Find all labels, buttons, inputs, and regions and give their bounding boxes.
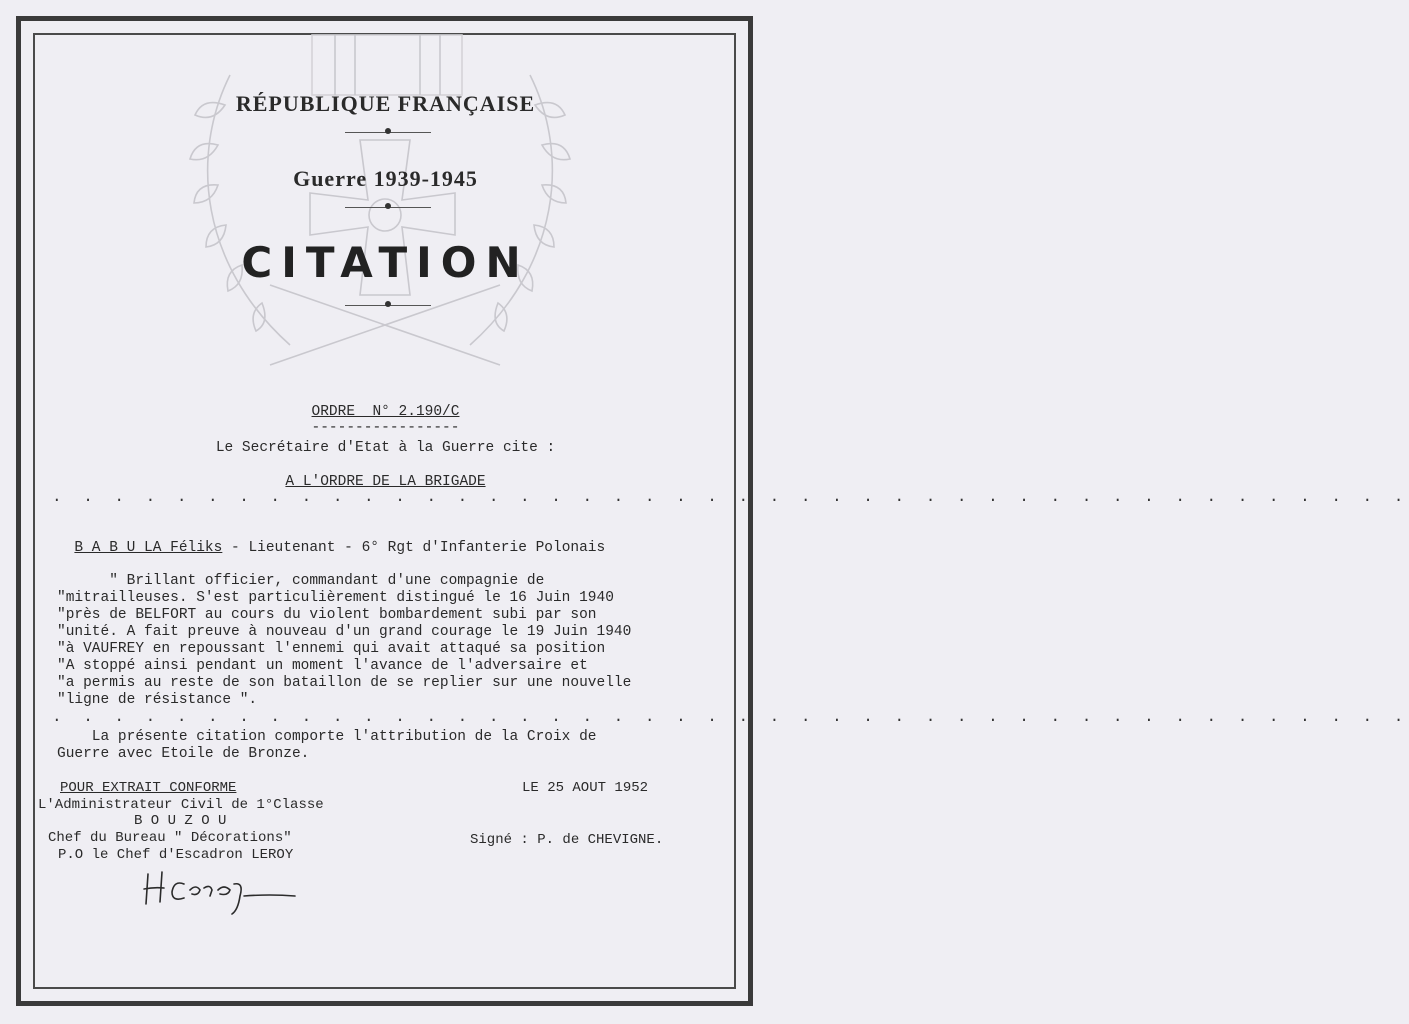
heading-dot-3 — [385, 301, 391, 307]
recipient-line — [57, 524, 605, 556]
citation-line: "a permis au reste de son bataillon de se replier sur une nouvelle — [57, 675, 632, 691]
citation-line: " Brillant officier, commandant d'une compagnie de — [57, 573, 545, 589]
heading-dot-2 — [385, 203, 391, 209]
po-line: P.O le Chef d'Escadron LEROY — [58, 847, 294, 863]
heading-dot-1 — [385, 128, 391, 134]
cites-line: Le Secrétaire d'Etat à la Guerre cite : — [215, 440, 556, 456]
extract-label: POUR EXTRAIT CONFORME — [60, 780, 237, 796]
republic-heading: RÉPUBLIQUE FRANÇAISE — [235, 91, 536, 116]
administrator-line: L'Administrateur Civil de 1°Classe — [38, 797, 324, 813]
order-dashes: ----------------- — [311, 420, 460, 436]
war-heading: Guerre 1939-1945 — [293, 166, 478, 191]
award-line: Guerre avec Etoile de Bronze. — [57, 746, 310, 762]
date-line: LE 25 AOUT 1952 — [522, 780, 649, 796]
signed-line: Signé : P. de CHEVIGNE. — [470, 832, 664, 848]
citation-line: "unité. A fait preuve à nouveau d'un grand courage le 19 Juin 1940 — [57, 624, 632, 640]
award-line: La présente citation comporte l'attribution de la Croix de — [57, 729, 597, 745]
citation-line: "à VAUFREY en repoussant l'ennemi qui avait attaqué sa position — [57, 641, 606, 657]
recipient-rank-unit: - Lieutenant - 6° Rgt d'Infanterie Polonais — [222, 540, 606, 556]
bureau-chief-line: Chef du Bureau " Décorations" — [48, 830, 292, 846]
handwritten-signature — [140, 862, 310, 917]
citation-line: "mitrailleuses. S'est particulièrement distingué le 16 Juin 1940 — [57, 590, 614, 606]
croix-de-guerre-emblem — [170, 35, 590, 390]
citation-line: "près de BELFORT au cours du violent bombardement subi par son — [57, 607, 597, 623]
citation-line: "A stoppé ainsi pendant un moment l'avance de l'adversaire et — [57, 658, 588, 674]
citation-line: "ligne de résistance ". — [57, 692, 258, 708]
order-level: A L'ORDRE DE LA BRIGADE — [285, 474, 486, 490]
dotted-separator-2: . . . . . . . . . . . . . . . . . . . . . . . . . . . . . . . . . . . . . . . . . . . . — [52, 708, 1409, 726]
administrator-name: B O U Z O U — [134, 813, 227, 829]
order-number: ORDRE N° 2.190/C — [311, 404, 460, 420]
citation-title: CITATION — [241, 238, 530, 287]
dotted-separator-1: . . . . . . . . . . . . . . . . . . . . . . . . . . . . . . . . . . . . . . . . . . . . — [52, 488, 1409, 506]
recipient-name: B A B U LA Féliks — [74, 540, 223, 556]
